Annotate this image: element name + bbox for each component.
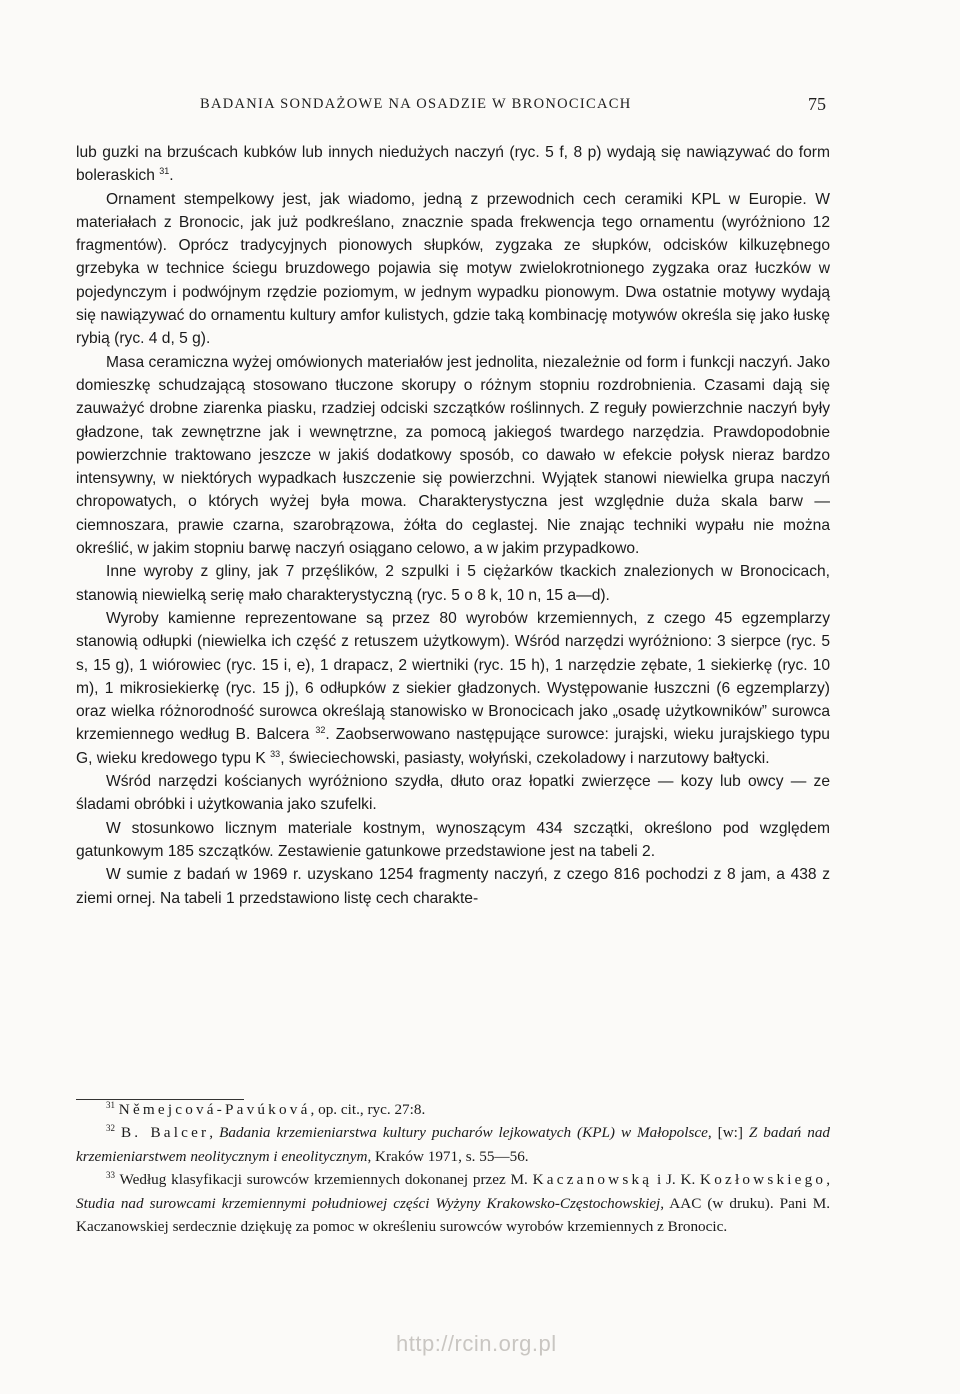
footnote-31 [76, 1098, 830, 1121]
footnote-ref-32[interactable]: 32 [315, 725, 326, 736]
footnote-33-title: Studia nad surowcami krzemiennymi południowej części Wyżyny Krakowsko-Częstochowskiej [76, 1194, 661, 1212]
footnote-33-author-1: Kaczanowską [532, 1171, 653, 1189]
footnote-32-end: , Kraków 1971, s. 55—56. [367, 1147, 529, 1165]
paragraph-2: Ornament stempelkowy jest, jak wiadomo, jedną z przewodnich cech ceramiki KPL w Europie. W materiałach z Bronocic, jak już podkreślano, znacznie spada frekwencja tego ornamentu (wyróżniono 12 fragmentów). Oprócz tradycyjnych pionowych słupków, zygzaka ze słupków, odcisków kilkuzębnego grzebyka w technice ściegu bruzdowego pojawia się motyw zwielokrotnionego zygzaka oraz łuczków w pojedynczym i podwójnym rzędzie poziomym, w jednym wypadku pionowym. Dwa ostatnie motywy wydają się nawiązywać do ornamentu kultury amfor kulistych, gdzie taką kombinację motywów określa się jako łuskę rybią (ryc. 4 d, 5 g). [76, 190, 830, 348]
footnote-31-number: 31 [106, 1099, 115, 1110]
footnote-33-start: Według klasyfikacji surowców krzemiennych dokonanej przez M. [119, 1171, 533, 1189]
footnote-32-book: Z badań nad krzemieniarstwem neolitycznym i eneolitycznym [76, 1124, 831, 1165]
footnote-31-author: Němejcová-Pavúková [118, 1101, 311, 1118]
paragraph-1-end: . [169, 167, 174, 185]
paragraph-3: Masa ceramiczna wyżej omówionych materiałów jest jednolita, niezależnie od form i funkcji naczyń. Jako domieszkę schudzającą stosowano tłuczone skorupy o różnym stopniu rozdrobnienia. Czasami dają się zauważyć drobne ziarenka piasku, rzadziej odciski szczątków roślinnych. Z reguły powierzchnie naczyń były gładzone, tak zewnętrzne jak i wewnętrzne, za pomocą jakiegoś twardego narzędzia. Prawdopodobnie powierzchnie traktowano jeszcze w jakiś dodatkowy sposób, co dawało w efekcie połysk nieraz bardzo intensywny, w niektórych wypadkach łuszczenie się powierzchni. Wyjątek stanowi niewielka grupa naczyń chropowatych, o których wyżej była mowa. Charakterystyczna jest względnie duża skala barw — ciemnoszara, prawie czarna, szarobrązowa, żółta do ceglastej. Nie znając techniki wypału nie można określić, w jakim stopniu barwę naczyń osiągano celowo, a w jakim przypadkowo. [76, 353, 830, 558]
footnote-33-separator: , [826, 1171, 830, 1189]
paragraph-6: Wśród narzędzi kościanych wyróżniono szydła, dłuto oraz łopatki zwierzęce — kozy lub owcy — ze śladami obróbki i użytkowania jako szufelki. [76, 773, 830, 814]
paragraph-8: W sumie z badań w 1969 r. uzyskano 1254 fragmenty naczyń, z czego 816 pochodzi z 8 jam, a 438 z ziemi ornej. Na tabeli 1 przedstawiono listę cech charakte- [76, 866, 830, 907]
paragraph-1-text: lub guzki na brzuścach kubków lub innych niedużych naczyń (ryc. 5 f, 8 p) wydają się nawiązywać do form boleraskich [76, 144, 830, 185]
footnote-32-title: Badania krzemieniarstwa kultury pucharów lejkowatych (KPL) w Małopolsce [219, 1124, 708, 1142]
footnote-32-author: B. Balcer [120, 1124, 210, 1142]
paragraph-1 [76, 141, 830, 188]
footnote-33 [76, 1168, 830, 1238]
footnote-32 [76, 1121, 830, 1168]
paragraph-5-text: Wyroby kamienne reprezentowane są przez 80 wyrobów krzemiennych, z czego 45 egzemplarzy stanowią odłupki (niewielka ich część z retuszem użytkowym). Wśród narzędzi wyróżniono: 3 sierpce (ryc. 5 s, 15 g), 1 wiórowiec (ryc. 15 i, e), 1 drapacz, 2 wiertniki (ryc. 15 h), 1 narzędzie zębate, 1 siekierkę (ryc. 10 m), 1 mikrosiekierkę (ryc. 15 j), 6 odłupków z siekier gładzonych. Występowanie łuszczni (6 egzemplarzy) oraz wielka różnorodność surowca określają stanowisko w Bronocicach jako „osadę użytkowników” surowca krzemiennego według B. Balcera [76, 609, 830, 744]
footnote-32-mid: , [w:] [707, 1124, 749, 1142]
footnote-ref-31[interactable]: 31 [159, 166, 170, 177]
paragraph-5-end: , świeciechowski, pasiasty, wołyński, czekoladowy i narzutowy bałtycki. [280, 749, 770, 767]
footnote-31-rest: , op. cit., ryc. 27:8. [310, 1101, 426, 1118]
footnote-33-number: 33 [106, 1170, 115, 1181]
paragraph-5 [76, 607, 830, 770]
watermark-url: http://rcin.org.pl [396, 1331, 557, 1356]
footnote-32-separator: , [209, 1124, 220, 1142]
footnote-33-and: i J. K. [652, 1171, 701, 1189]
page-number: 75 [808, 94, 826, 114]
running-title: BADANIA SONDAŻOWE NA OSADZIE W BRONOCICACH [200, 96, 632, 112]
paragraph-7: W stosunkowo licznym materiale kostnym, wynoszącym 434 szczątki, określono pod względem gatunkowym 185 szczątków. Zestawienie gatunkowe przedstawione jest na tabeli 2. [76, 819, 830, 860]
footnote-32-number: 32 [106, 1123, 115, 1134]
footnote-33-end: , AAC (w druku). Pani M. Kaczanowskiej serdecznie dziękuję za pomoc w określeniu surowców wyrobów krzemiennych z Bronocic. [76, 1194, 830, 1236]
footnotes [76, 1098, 830, 1238]
body-text [76, 141, 830, 910]
paragraph-4: Inne wyroby z gliny, jak 7 przęślików, 2 szpulki i 5 ciężarków tkackich znalezionych w Bronocicach, stanowią niewielką serię mało charakterystyczną (ryc. 5 o 8 k, 10 n, 15 a—d). [76, 563, 830, 604]
footnote-33-author-2: Kozłowskiego [700, 1171, 827, 1189]
paragraph-5-mid: . Zaobserwowano następujące surowce: jurajski, wieku jurajskiego typu G, wieku kredowego typu K [76, 726, 830, 767]
footnote-ref-33[interactable]: 33 [270, 748, 281, 759]
